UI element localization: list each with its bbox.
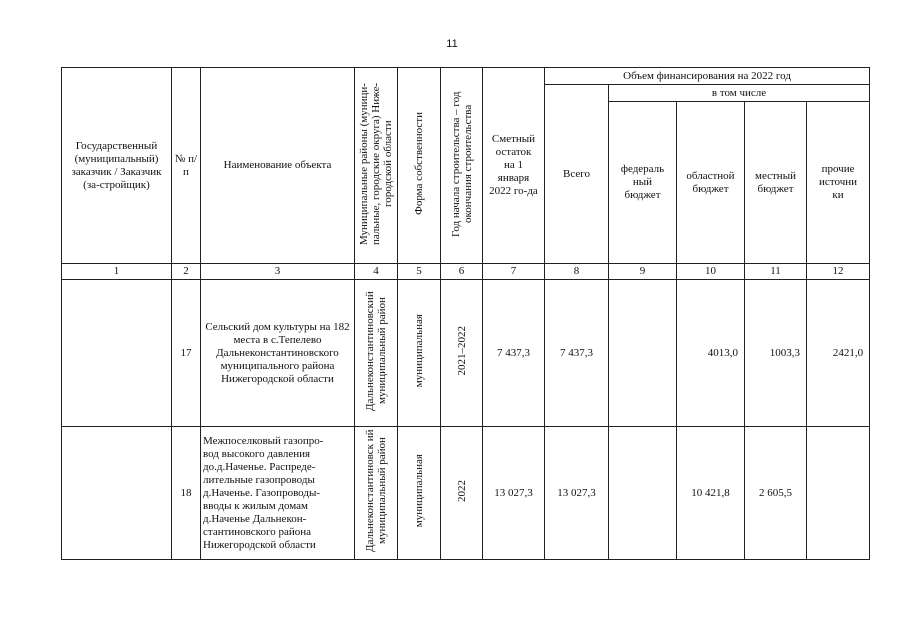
table-row <box>62 427 870 560</box>
row-name-line: до.д.Наченье. Распреде- <box>203 460 316 473</box>
row-name-line: Межпоселковый газопро- <box>203 434 324 447</box>
row-ownership-text: муниципальная <box>413 454 425 528</box>
col-number: 2 <box>172 264 201 280</box>
header-years-text: Год начала строительства – год окончания строительства <box>449 90 474 237</box>
header-estimate: Сметный остаток на 1 января 2022 го-да <box>483 68 545 264</box>
row-regional: 10 421,8 <box>677 427 745 560</box>
header-districts-text: Муниципальные районы (муници-пальные, городские округа) Ниже-городской области <box>358 82 394 245</box>
row-total: 7 437,3 <box>545 280 609 427</box>
row-district <box>355 427 398 560</box>
row-num: 18 <box>172 427 201 560</box>
header-federal: федераль ный бюджет <box>609 102 677 264</box>
header-num: № п/п <box>172 68 201 264</box>
col-number: 8 <box>545 264 609 280</box>
row-name-line: стантиновского района <box>203 525 311 538</box>
row-customer <box>62 427 172 560</box>
col-number: 6 <box>441 264 483 280</box>
column-numbers-row <box>62 264 870 280</box>
row-name-line: вводы к жилым домам <box>203 499 309 512</box>
col-number: 12 <box>807 264 870 280</box>
col-number: 5 <box>398 264 441 280</box>
header-districts <box>355 68 398 264</box>
row-total: 13 027,3 <box>545 427 609 560</box>
row-estimate: 7 437,3 <box>483 280 545 427</box>
row-district-text: Дальнеконстантиновск ий муниципальный район <box>364 429 388 553</box>
row-years <box>441 427 483 560</box>
col-number: 10 <box>677 264 745 280</box>
row-name-line: д.Наченье Дальнекон- <box>203 512 307 525</box>
row-district-text: Дальнеконстантиновский муниципальный район <box>364 291 388 411</box>
row-estimate: 13 027,3 <box>483 427 545 560</box>
financing-table <box>61 67 870 560</box>
col-number: 11 <box>745 264 807 280</box>
row-name-line: Нижегородской области <box>203 538 316 551</box>
row-ownership-text: муниципальная <box>413 314 425 388</box>
header-customer: Государственный (муниципальный) заказчик / Заказчик (за-стройщик) <box>62 68 172 264</box>
row-name-line: вод высокого давления <box>203 447 311 460</box>
row-num: 17 <box>172 280 201 427</box>
row-name-line: лительные газопроводы <box>203 473 315 486</box>
header-name: Наименование объекта <box>201 68 355 264</box>
header-including: в том числе <box>609 85 870 102</box>
header-funding: Объем финансирования на 2022 год <box>545 68 870 85</box>
row-name <box>201 427 355 560</box>
header-other: прочие источни ки <box>807 102 870 264</box>
row-years-text: 2021–2022 <box>455 326 468 376</box>
page-number: 11 <box>446 38 458 50</box>
row-local: 2 605,5 <box>745 427 807 560</box>
row-name-line: д.Наченье. Газопроводы- <box>203 486 321 499</box>
row-ownership <box>398 427 441 560</box>
row-other: 2421,0 <box>807 280 870 427</box>
table-row <box>62 280 870 427</box>
header-total: Всего <box>545 85 609 264</box>
header-years <box>441 68 483 264</box>
row-name: Сельский дом культуры на 182 места в с.Тепелево Дальнеконстантиновского муниципального района Нижегородской области <box>201 280 355 427</box>
row-years-text: 2022 <box>455 480 468 502</box>
header-ownership-text: Форма собственности <box>413 112 425 215</box>
header-ownership <box>398 68 441 264</box>
col-number: 4 <box>355 264 398 280</box>
row-district <box>355 280 398 427</box>
header-regional: областной бюджет <box>677 102 745 264</box>
row-federal <box>609 427 677 560</box>
header-local: местный бюджет <box>745 102 807 264</box>
col-number: 7 <box>483 264 545 280</box>
row-other <box>807 427 870 560</box>
row-local: 1003,3 <box>745 280 807 427</box>
row-regional: 4013,0 <box>677 280 745 427</box>
col-number: 1 <box>62 264 172 280</box>
row-federal <box>609 280 677 427</box>
col-number: 9 <box>609 264 677 280</box>
row-customer <box>62 280 172 427</box>
row-ownership <box>398 280 441 427</box>
col-number: 3 <box>201 264 355 280</box>
row-years <box>441 280 483 427</box>
